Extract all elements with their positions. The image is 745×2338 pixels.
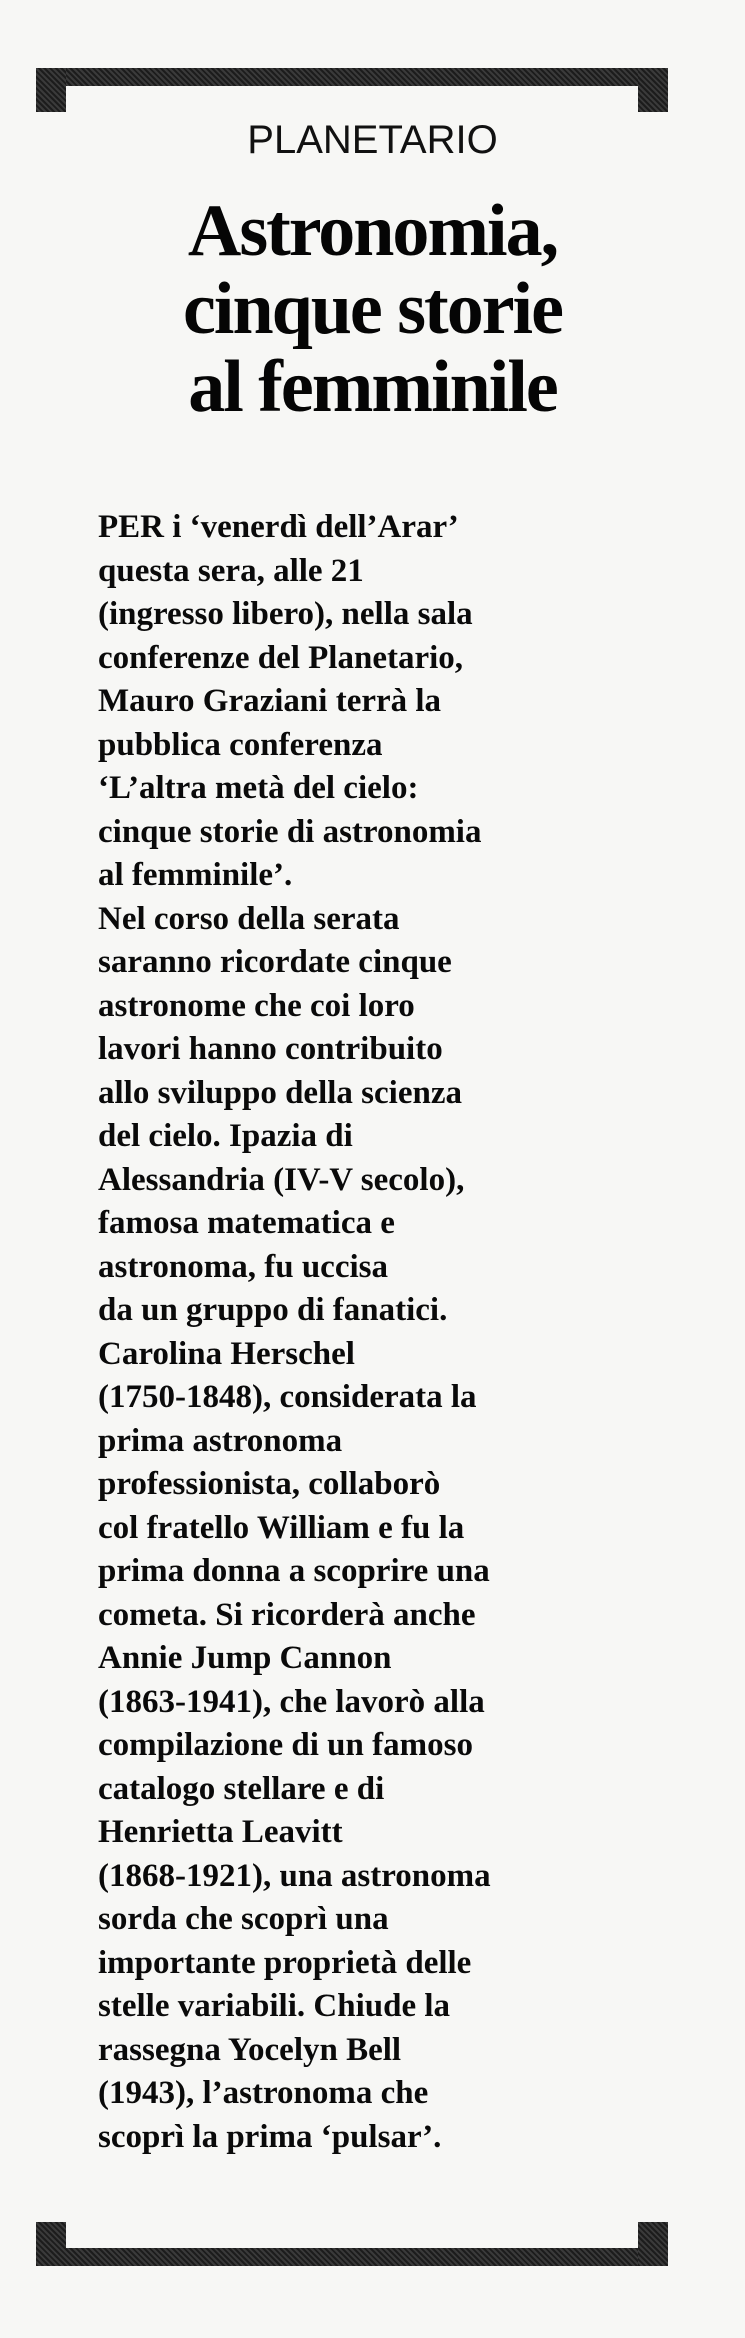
body-line: Mauro Graziani terrà la xyxy=(98,683,442,719)
bottom-left-frame-corner xyxy=(36,2222,66,2266)
headline-line: al femminile xyxy=(188,346,557,428)
body-line: (1943), l’astronoma che xyxy=(98,2075,429,2111)
body-line: importante proprietà delle xyxy=(98,1944,472,1981)
body-line: col fratello William e fu la xyxy=(98,1509,465,1546)
section-kicker: PLANETARIO xyxy=(247,118,498,162)
headline-line: cinque storie xyxy=(183,268,562,350)
body-line: catalogo stellare e di xyxy=(98,1770,385,1807)
body-line: conferenze del Planetario, xyxy=(98,639,464,676)
body-line: Annie Jump Cannon xyxy=(98,1640,392,1676)
body-line: cinque storie di astronomia xyxy=(98,813,482,850)
body-line: ‘L’altra metà del cielo: xyxy=(98,770,419,806)
body-line: rassegna Yocelyn Bell xyxy=(98,2031,402,2068)
top-right-frame-corner xyxy=(638,68,668,112)
body-line: prima donna a scoprire una xyxy=(98,1553,490,1589)
headline-line: Astronomia, xyxy=(187,190,558,272)
body-line: da un gruppo di fanatici. xyxy=(98,1292,448,1328)
body-line: Henrietta Leavitt xyxy=(98,1814,343,1850)
top-left-frame-corner xyxy=(36,68,66,112)
body-line: scoprì la prima ‘pulsar’. xyxy=(98,2118,442,2155)
body-line: sorda che scoprì una xyxy=(98,1901,389,1937)
body-line: prima astronoma xyxy=(98,1422,343,1459)
body-line: stelle variabili. Chiude la xyxy=(98,1988,451,2024)
body-line: (1863-1941), che lavorò alla xyxy=(98,1683,485,1720)
bottom-right-frame-corner xyxy=(638,2222,668,2266)
bottom-frame-bar xyxy=(36,2248,668,2266)
article-body xyxy=(98,506,658,2159)
body-line: (ingresso libero), nella sala xyxy=(98,596,473,632)
body-line: saranno ricordate cinque xyxy=(98,944,452,980)
body-line: astronoma, fu uccisa xyxy=(98,1248,388,1285)
body-line: Alessandria (IV-V secolo), xyxy=(98,1161,465,1198)
body-line: PER i ‘venerdì dell’Arar’ xyxy=(98,509,459,545)
body-line: famosa matematica e xyxy=(98,1205,395,1241)
top-frame-bar xyxy=(36,68,668,86)
body-line: del cielo. Ipazia di xyxy=(98,1118,353,1154)
body-line: pubblica conferenza xyxy=(98,726,383,763)
body-line: Nel corso della serata xyxy=(98,900,400,937)
body-line: professionista, collaborò xyxy=(98,1466,441,1502)
body-line: astronome che coi loro xyxy=(98,987,415,1024)
body-line: lavori hanno contribuito xyxy=(98,1031,443,1067)
body-line: (1750-1848), considerata la xyxy=(98,1379,477,1415)
body-line: cometa. Si ricorderà anche xyxy=(98,1596,476,1633)
body-line: Carolina Herschel xyxy=(98,1335,355,1372)
body-line: (1868-1921), una astronoma xyxy=(98,1857,491,1894)
body-line: al femminile’. xyxy=(98,857,293,893)
headline xyxy=(60,192,685,426)
body-line: allo sviluppo della scienza xyxy=(98,1074,462,1111)
body-line: compilazione di un famoso xyxy=(98,1727,473,1763)
body-line: questa sera, alle 21 xyxy=(98,552,364,589)
